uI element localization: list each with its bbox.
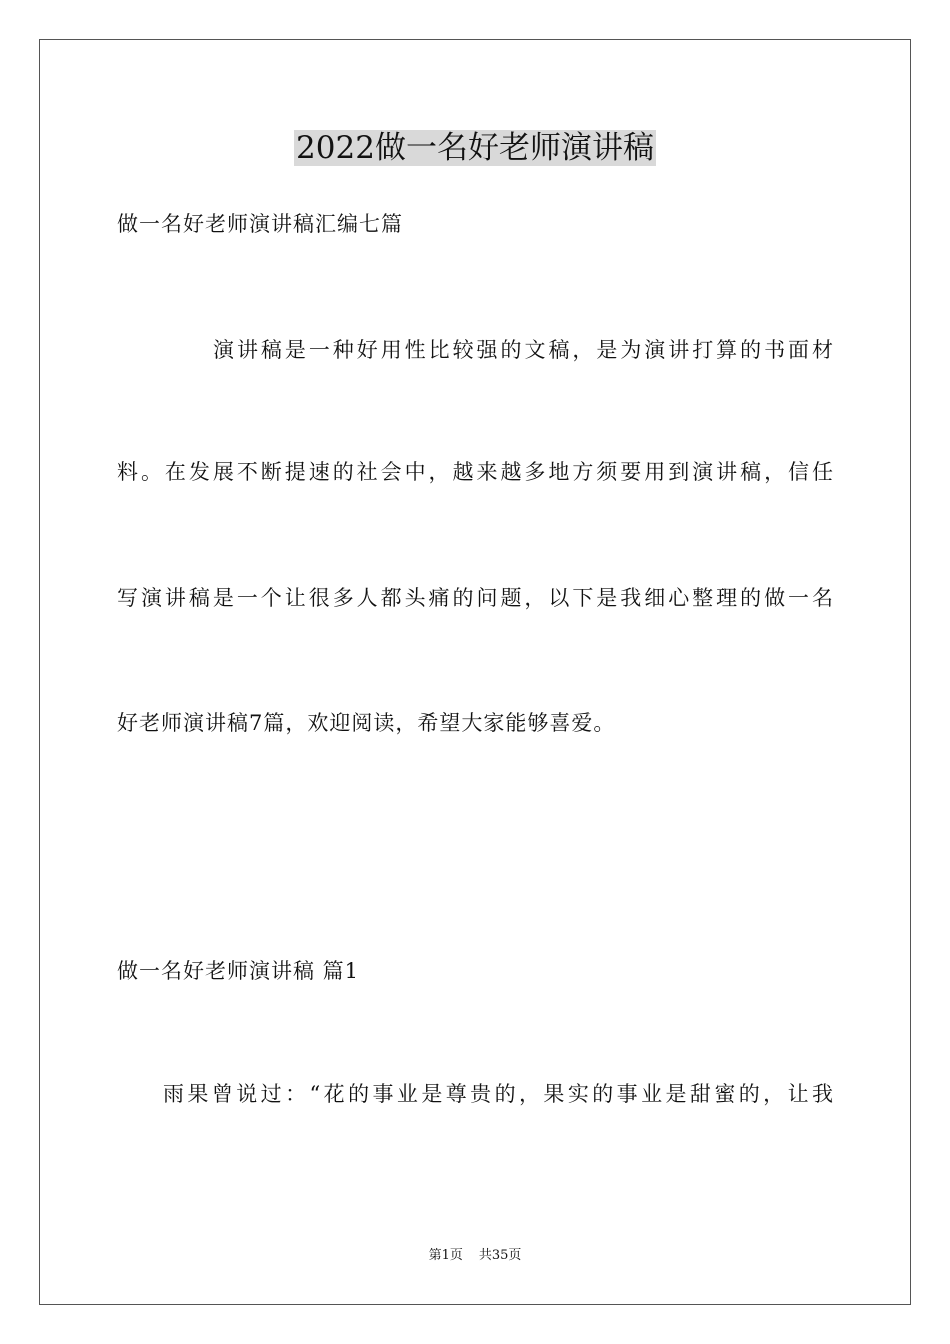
document-subtitle: 做一名好老师演讲稿汇编七篇 xyxy=(117,212,403,236)
page-footer xyxy=(0,1246,950,1266)
document-title xyxy=(0,126,950,170)
section-heading: 做一名好老师演讲稿 篇1 xyxy=(117,959,360,983)
intro-line-1: 演讲稿是一种好用性比较强的文稿，是为演讲打算的书面材 xyxy=(213,338,833,362)
intro-line-2: 料。在发展不断提速的社会中，越来越多地方须要用到演讲稿，信任 xyxy=(117,460,833,484)
intro-line-4: 好老师演讲稿7篇，欢迎阅读，希望大家能够喜爱。 xyxy=(117,711,616,735)
body-line-1: 雨果曾说过：“花的事业是尊贵的，果实的事业是甜蜜的，让我 xyxy=(163,1082,833,1106)
title-text: 2022做一名好老师演讲稿 xyxy=(296,130,654,166)
page-number: 第1页 xyxy=(428,1248,463,1263)
intro-line-3: 写演讲稿是一个让很多人都头痛的问题，以下是我细心整理的做一名 xyxy=(117,586,833,610)
total-pages: 共35页 xyxy=(478,1248,522,1263)
